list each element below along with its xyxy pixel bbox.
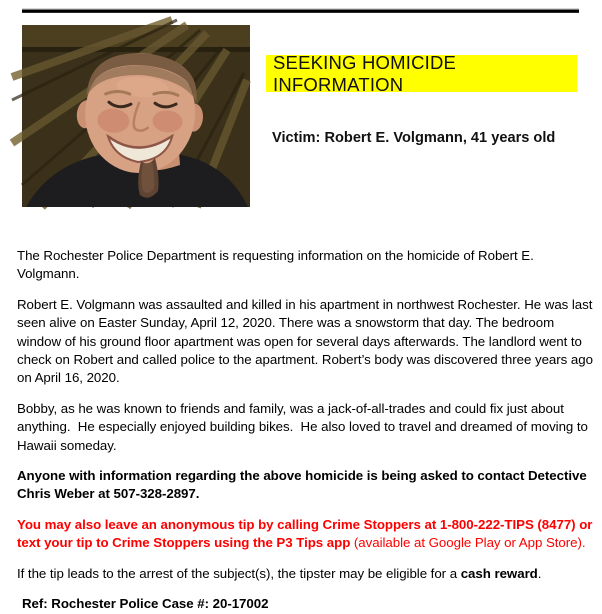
reward-text-post: . bbox=[537, 565, 542, 581]
paragraph-cash-reward bbox=[17, 565, 595, 583]
case-reference-line: Ref: Rochester Police Case #: 20-17002 bbox=[22, 596, 269, 612]
victim-photo-illustration bbox=[22, 25, 250, 207]
seeking-information-banner bbox=[266, 51, 577, 95]
victim-name-line: Victim: Robert E. Volgmann, 41 years old bbox=[272, 130, 556, 146]
paragraph-crime-stoppers bbox=[17, 516, 595, 553]
crime-stoppers-bold-text: You may also leave an anonymous tip by calling Crime Stoppers at 1-800-222-TIPS (8477) or text your tip to Crime Stoppers using the P3 Tips app bbox=[17, 516, 597, 551]
paragraph-intro: The Rochester Police Department is requesting information on the homicide of Robert E. Volgmann. bbox=[17, 248, 538, 282]
flyer-body bbox=[17, 247, 595, 614]
top-border-rule bbox=[22, 8, 579, 13]
reward-text-pre: If the tip leads to the arrest of the subject(s), the tipster may be eligible for a bbox=[17, 565, 461, 581]
crime-stoppers-regular-text: (available at Google Play or App Store). bbox=[350, 535, 586, 551]
banner-text: SEEKING HOMICIDE INFORMATION bbox=[273, 51, 457, 95]
paragraph-incident-details: Robert E. Volgmann was assaulted and killed in his apartment in northwest Rochester. He was last seen alive on Easter Sunday, April 12, 2020. There was a snowstorm that day. The bedroom window of his ground floor apartment was open for several days afterwards. The landlord went to check on Robert and called police to the apartment. Robert’s body was discovered three years ago on April 16, 2020. bbox=[17, 296, 597, 386]
reward-text-bold: cash reward bbox=[460, 565, 538, 581]
victim-photo bbox=[22, 25, 250, 207]
paragraph-about-bobby: Bobby, as he was known to friends and family, was a jack-of-all-trades and could fix just about anything. He especially enjoyed building bikes. He also loved to travel and dreamed of moving to Hawaii someday. bbox=[17, 400, 592, 453]
paragraph-detective-contact: Anyone with information regarding the above homicide is being asked to contact Detective Chris Weber at 507-328-2897. bbox=[17, 468, 591, 502]
